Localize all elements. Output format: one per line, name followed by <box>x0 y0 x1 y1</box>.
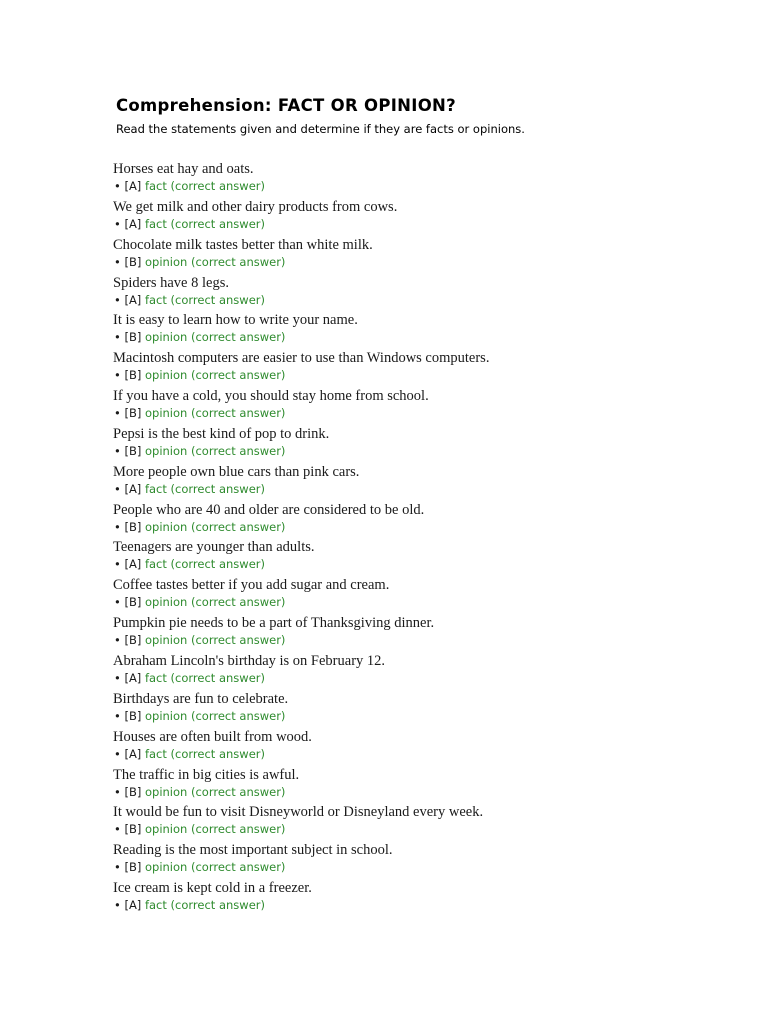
answer-line <box>114 785 285 800</box>
bullet-icon: • <box>114 216 121 231</box>
correct-answer-note: (correct answer) <box>170 179 265 193</box>
correct-answer-note: (correct answer) <box>190 708 286 723</box>
correct-answer-note: (correct answer) <box>190 822 286 837</box>
answer-text: opinion <box>144 633 188 648</box>
answer-line <box>114 217 265 232</box>
bullet-icon: • <box>114 292 121 307</box>
answer-letter: [A] <box>124 481 142 496</box>
question-statement: Pumpkin pie needs to be a part of Thanksgiving dinner. <box>113 615 435 632</box>
answer-letter: [B] <box>124 822 142 837</box>
correct-answer-note: (correct answer) <box>190 368 286 383</box>
answer-line <box>114 709 285 724</box>
answer-letter: [A] <box>124 179 142 193</box>
correct-answer-note: (correct answer) <box>170 670 265 685</box>
correct-answer-note: (correct answer) <box>190 633 286 648</box>
bullet-icon: • <box>114 254 121 269</box>
correct-answer-note: (correct answer) <box>190 595 286 610</box>
answer-letter: [B] <box>124 254 142 269</box>
correct-answer-note: (correct answer) <box>190 330 286 345</box>
question-statement: Pepsi is the best kind of pop to drink. <box>113 425 330 442</box>
answer-text: opinion <box>144 368 188 383</box>
answer-letter: [B] <box>124 633 142 648</box>
answer-line <box>114 557 265 572</box>
answer-line <box>114 520 285 535</box>
correct-answer-note: (correct answer) <box>190 406 286 421</box>
question-statement: Reading is the most important subject in school. <box>113 842 393 859</box>
bullet-icon: • <box>114 898 121 913</box>
question-statement: Abraham Lincoln's birthday is on February 12. <box>113 652 386 669</box>
bullet-icon: • <box>114 519 121 534</box>
correct-answer-note: (correct answer) <box>190 443 286 458</box>
question-statement: Birthdays are fun to celebrate. <box>113 690 289 707</box>
answer-text: opinion <box>144 595 188 610</box>
bullet-icon: • <box>114 822 121 837</box>
answer-line <box>114 482 265 497</box>
answer-line <box>114 255 285 270</box>
answer-letter: [B] <box>124 330 142 345</box>
answer-text: opinion <box>144 330 188 345</box>
bullet-icon: • <box>114 330 121 345</box>
answer-text: opinion <box>144 519 188 534</box>
answer-text: fact <box>144 898 167 913</box>
page-title: Comprehension: FACT OR OPINION? <box>116 96 457 115</box>
question-statement: Teenagers are younger than adults. <box>113 539 315 556</box>
answer-text: fact <box>144 179 167 193</box>
answer-text: opinion <box>144 406 188 421</box>
bullet-icon: • <box>114 595 121 610</box>
answer-text: opinion <box>144 822 188 837</box>
answer-text: fact <box>144 746 167 761</box>
answer-letter: [B] <box>124 708 142 723</box>
answer-letter: [B] <box>124 860 142 875</box>
answer-line <box>114 822 285 837</box>
answer-text: opinion <box>144 443 188 458</box>
answer-letter: [B] <box>124 519 142 534</box>
answer-line <box>114 860 285 875</box>
bullet-icon: • <box>114 481 121 496</box>
answer-text: opinion <box>144 708 188 723</box>
bullet-icon: • <box>114 860 121 875</box>
answer-letter: [A] <box>124 216 142 231</box>
answer-text: opinion <box>144 860 188 875</box>
answer-letter: [A] <box>124 557 142 572</box>
answer-line <box>114 898 265 913</box>
bullet-icon: • <box>114 557 121 572</box>
bullet-icon: • <box>114 179 121 193</box>
answer-text: fact <box>144 557 167 572</box>
answer-line <box>114 671 265 686</box>
question-statement: Macintosh computers are easier to use than Windows computers. <box>113 350 490 367</box>
answer-text: opinion <box>144 784 188 799</box>
answer-letter: [A] <box>124 746 142 761</box>
answer-letter: [B] <box>124 406 142 421</box>
correct-answer-note: (correct answer) <box>170 216 265 231</box>
answer-line <box>114 747 265 762</box>
correct-answer-note: (correct answer) <box>170 292 265 307</box>
bullet-icon: • <box>114 746 121 761</box>
answer-letter: [B] <box>124 368 142 383</box>
question-statement: Ice cream is kept cold in a freezer. <box>113 880 312 897</box>
question-statement: It would be fun to visit Disneyworld or Disneyland every week. <box>113 804 484 821</box>
correct-answer-note: (correct answer) <box>190 784 286 799</box>
answer-letter: [B] <box>124 595 142 610</box>
answer-text: fact <box>144 292 167 307</box>
question-statement: Horses eat hay and oats. <box>113 161 254 177</box>
question-statement: It is easy to learn how to write your name. <box>113 312 358 329</box>
instructions-text: Read the statements given and determine if they are facts or opinions. <box>116 122 525 136</box>
question-statement: Houses are often built from wood. <box>113 728 312 745</box>
bullet-icon: • <box>114 368 121 383</box>
bullet-icon: • <box>114 670 121 685</box>
question-statement: People who are 40 and older are considered to be old. <box>113 501 425 518</box>
correct-answer-note: (correct answer) <box>170 481 265 496</box>
answer-text: fact <box>144 216 167 231</box>
answer-line <box>114 444 285 459</box>
answer-line <box>114 179 265 194</box>
correct-answer-note: (correct answer) <box>170 557 265 572</box>
answer-text: fact <box>144 481 167 496</box>
bullet-icon: • <box>114 633 121 648</box>
answer-letter: [A] <box>124 898 142 913</box>
answer-line <box>114 330 285 345</box>
answer-line <box>114 633 285 648</box>
answer-line <box>114 595 285 610</box>
answer-letter: [A] <box>124 292 142 307</box>
bullet-icon: • <box>114 443 121 458</box>
correct-answer-note: (correct answer) <box>170 746 265 761</box>
answer-line <box>114 406 285 421</box>
correct-answer-note: (correct answer) <box>190 860 286 875</box>
answer-text: fact <box>144 670 167 685</box>
question-statement: If you have a cold, you should stay home from school. <box>113 388 429 405</box>
question-statement: Spiders have 8 legs. <box>113 274 229 291</box>
answer-letter: [A] <box>124 670 142 685</box>
answer-text: opinion <box>144 254 188 269</box>
correct-answer-note: (correct answer) <box>190 519 286 534</box>
bullet-icon: • <box>114 708 121 723</box>
bullet-icon: • <box>114 784 121 799</box>
question-statement: More people own blue cars than pink cars. <box>113 463 360 480</box>
answer-letter: [B] <box>124 784 142 799</box>
answer-line <box>114 293 265 308</box>
answer-line <box>114 368 285 383</box>
question-statement: Chocolate milk tastes better than white milk. <box>113 236 373 253</box>
correct-answer-note: (correct answer) <box>170 898 265 913</box>
correct-answer-note: (correct answer) <box>190 254 286 269</box>
answer-letter: [B] <box>124 443 142 458</box>
question-statement: We get milk and other dairy products from cows. <box>113 198 398 215</box>
bullet-icon: • <box>114 406 121 421</box>
question-statement: The traffic in big cities is awful. <box>113 766 300 783</box>
question-statement: Coffee tastes better if you add sugar and cream. <box>113 577 390 594</box>
